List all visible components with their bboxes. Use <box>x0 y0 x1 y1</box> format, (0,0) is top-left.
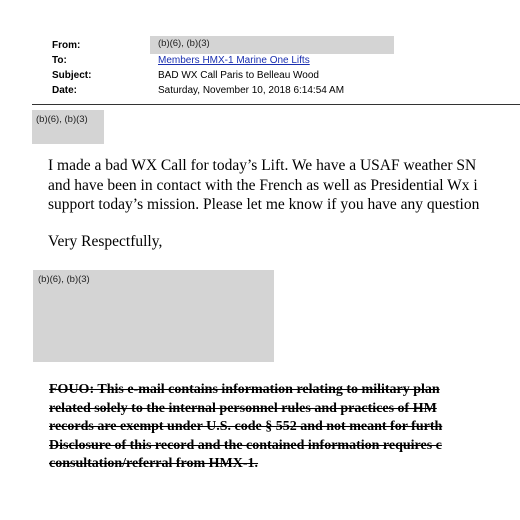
closing-text: Very Respectfully, <box>48 233 163 250</box>
fouo-line-3: records are exempt under U.S. code § 552 and not meant for furth <box>49 419 443 434</box>
from-label: From: <box>52 40 81 51</box>
to-label: To: <box>52 55 67 66</box>
signature-redaction: (b)(6), (b)(3) <box>33 270 274 362</box>
body-line-2: and have been in contact with the French as well as Presidential Wx i <box>48 177 478 194</box>
body-line-1: I made a bad WX Call for today’s Lift. We have a USAF weather SN <box>48 157 477 174</box>
fouo-line-4: Disclosure of this record and the contained information requires c <box>49 438 442 453</box>
recipient-redaction: (b)(6), (b)(3) <box>32 110 104 144</box>
date-label: Date: <box>52 85 78 96</box>
fouo-line-2: related solely to the internal personnel rules and practices of HM <box>49 401 437 416</box>
subject-label: Subject: <box>52 70 92 81</box>
body-line-3: support today’s mission. Please let me know if you have any question <box>48 196 480 213</box>
from-redaction: (b)(6), (b)(3) <box>150 36 394 54</box>
header-divider <box>32 104 520 105</box>
fouo-line-5: consultation/referral from HMX-1. <box>49 456 259 471</box>
date-value: Saturday, November 10, 2018 6:14:54 AM <box>158 85 345 96</box>
fouo-line-1: FOUO: This e-mail contains information relating to military plan <box>49 382 440 397</box>
subject-value: BAD WX Call Paris to Belleau Wood <box>158 70 319 81</box>
to-recipient-link[interactable]: Members HMX-1 Marine One Lifts <box>158 55 310 66</box>
